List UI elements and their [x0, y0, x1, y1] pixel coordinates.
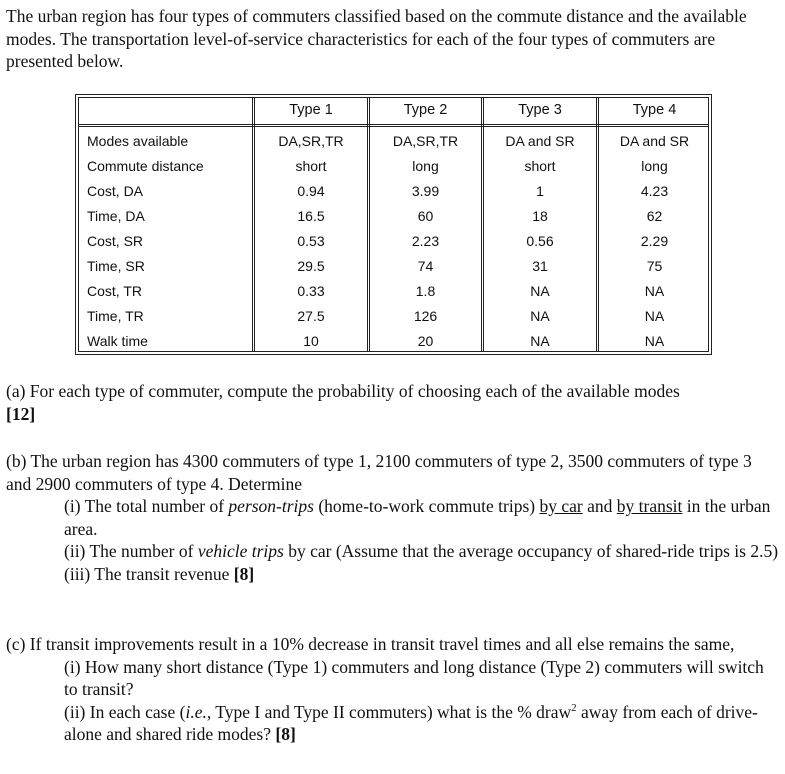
table-cell: 18 [532, 208, 548, 224]
table-cell: 16.5 [297, 208, 325, 224]
row-label: Cost, TR [87, 283, 142, 299]
table-cell: 74 [417, 258, 434, 274]
table-cell: 10 [303, 333, 319, 349]
question-b [6, 450, 781, 585]
header-divider [79, 124, 708, 127]
row-label: Commute distance [87, 158, 204, 174]
table-cell: 60 [417, 208, 434, 224]
row-label: Time, DA [87, 208, 145, 224]
level-of-service-table [75, 94, 712, 355]
table-cell: NA [644, 333, 665, 349]
question-a [6, 380, 781, 425]
table-cell: short [295, 158, 327, 174]
table-cell: 1.8 [415, 283, 436, 299]
header-type-2: Type 2 [403, 102, 448, 118]
question-a-marks: [12] [6, 403, 36, 424]
question-c-i: (i) How many short distance (Type 1) commuters and long distance (Type 2) commuters will switch to transit? [64, 656, 764, 699]
question-c-ii: (ii) In each case (i.e., Type I and Type II commuters) what is the % draw$^2$ away from each of drive-alone and shared ride modes? [8] [64, 701, 758, 744]
table-cell: 29.5 [297, 258, 325, 274]
table-cell: NA [530, 333, 550, 349]
table-cell: NA [530, 283, 550, 299]
table-cell: DA,SR,TR [278, 133, 344, 149]
table-cell: NA [530, 308, 550, 324]
table-cell: DA and SR [619, 133, 690, 149]
table-cell: 75 [646, 258, 663, 274]
question-b-ii: (ii) The number of vehicle trips by car (Assume that the average occupancy of shared-ride trips is 2.5) [64, 541, 779, 561]
table-cell: long [641, 158, 668, 174]
header-type-4: Type 4 [632, 102, 677, 118]
table-cell: 0.94 [297, 183, 325, 199]
question-b-text: (b) The urban region has 4300 commuters of type 1, 2100 commuters of type 2, 3500 commuters of type 3 and 2900 commuters of type 4. Determine [6, 451, 752, 494]
table-cell: 31 [532, 258, 548, 274]
table-cell: 0.33 [297, 283, 325, 299]
table-cell: 3.99 [411, 183, 440, 199]
question-a-text: (a) For each type of commuter, compute the probability of choosing each of the available modes [6, 381, 680, 401]
table-cell: 2.23 [411, 233, 440, 249]
table-cell: NA [644, 283, 665, 299]
question-b-iii: (iii) The transit revenue [8] [64, 563, 255, 584]
table-cell: 0.53 [297, 233, 325, 249]
table-cell: 1 [536, 183, 544, 199]
question-c [6, 633, 781, 746]
intro-paragraph: The urban region has four types of commuters classified based on the commute distance and the available modes. The transportation level-of-service characteristics for each of the four types of commuters are presented below. [6, 6, 747, 71]
header-type-1: Type 1 [289, 102, 333, 118]
table-cell: 0.56 [526, 233, 554, 249]
table-cell: DA,SR,TR [392, 133, 459, 149]
table-cell: 27.5 [297, 308, 325, 324]
table-cell: 62 [646, 208, 663, 224]
table-cell: 126 [413, 308, 438, 324]
table-cell: NA [644, 308, 665, 324]
table-cell: 4.23 [640, 183, 669, 199]
row-label: Cost, SR [87, 233, 144, 249]
question-b-i: (i) The total number of person-trips (home-to-work commute trips) by car and by transit in the urban area. [64, 496, 771, 539]
table-cell: long [412, 158, 439, 174]
table-cell: 2.29 [640, 233, 669, 249]
table-cell: DA and SR [505, 133, 575, 149]
row-label: Cost, DA [87, 183, 144, 199]
row-label: Time, TR [87, 308, 144, 324]
row-label: Walk time [87, 333, 148, 349]
question-c-text: (c) If transit improvements result in a 10% decrease in transit travel times and all else remains the same, [6, 634, 735, 654]
table-cell: 20 [417, 333, 434, 349]
header-type-3: Type 3 [518, 102, 562, 118]
row-label: Time, SR [87, 258, 145, 274]
table-cell: short [524, 158, 556, 174]
row-label: Modes available [87, 133, 189, 149]
